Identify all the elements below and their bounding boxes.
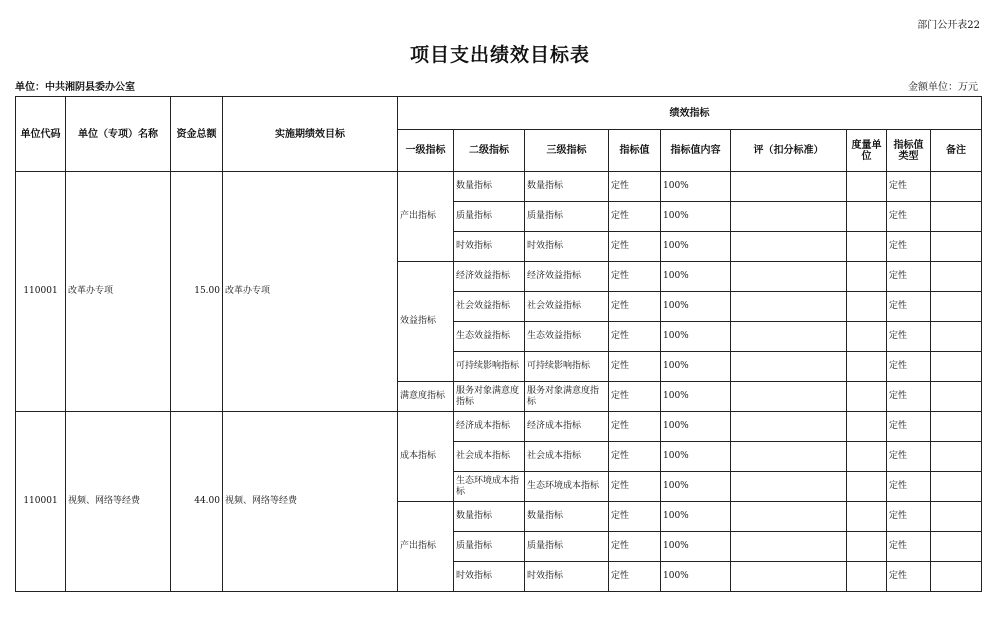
level2-cell: 社会效益指标	[454, 292, 525, 322]
header-unit-name: 单位（专项）名称	[66, 97, 171, 172]
indicator-value-cell: 定性	[609, 262, 661, 292]
value-content-cell: 100%	[661, 262, 731, 292]
level2-cell: 服务对象满意度指标	[454, 382, 525, 412]
notes-cell	[931, 292, 982, 322]
value-type-cell: 定性	[887, 442, 931, 472]
level2-cell: 经济效益指标	[454, 262, 525, 292]
value-content-cell: 100%	[661, 472, 731, 502]
scoring-standard-cell	[731, 322, 847, 352]
unit-name-cell: 视频、网络等经费	[66, 412, 171, 592]
measure-unit-cell	[847, 322, 887, 352]
value-content-cell: 100%	[661, 322, 731, 352]
value-content-cell: 100%	[661, 502, 731, 532]
indicator-value-cell: 定性	[609, 442, 661, 472]
table-row	[16, 412, 982, 442]
level3-cell: 服务对象满意度指标	[525, 382, 609, 412]
header-total-funds: 资金总额	[171, 97, 223, 172]
header-value-type: 指标值类型	[887, 130, 931, 172]
value-type-cell: 定性	[887, 382, 931, 412]
indicator-value-cell: 定性	[609, 172, 661, 202]
notes-cell	[931, 472, 982, 502]
scoring-standard-cell	[731, 412, 847, 442]
value-type-cell: 定性	[887, 472, 931, 502]
measure-unit-cell	[847, 382, 887, 412]
level3-cell: 质量指标	[525, 202, 609, 232]
level3-cell: 数量指标	[525, 502, 609, 532]
indicator-value-cell: 定性	[609, 502, 661, 532]
value-content-cell: 100%	[661, 412, 731, 442]
header-performance-indicators: 绩效指标	[398, 97, 982, 130]
unit-code-cell: 110001	[16, 412, 66, 592]
total-funds-cell: 44.00	[171, 412, 223, 592]
level1-cell: 效益指标	[398, 262, 454, 382]
scoring-standard-cell	[731, 232, 847, 262]
value-content-cell: 100%	[661, 442, 731, 472]
header-notes: 备注	[931, 130, 982, 172]
value-type-cell: 定性	[887, 532, 931, 562]
value-type-cell: 定性	[887, 502, 931, 532]
level3-cell: 社会效益指标	[525, 292, 609, 322]
scoring-standard-cell	[731, 292, 847, 322]
level3-cell: 经济成本指标	[525, 412, 609, 442]
value-type-cell: 定性	[887, 202, 931, 232]
scoring-standard-cell	[731, 562, 847, 592]
performance-table	[15, 96, 982, 592]
notes-cell	[931, 352, 982, 382]
notes-cell	[931, 532, 982, 562]
total-funds-cell: 15.00	[171, 172, 223, 412]
level1-cell: 产出指标	[398, 502, 454, 592]
measure-unit-cell	[847, 262, 887, 292]
value-type-cell: 定性	[887, 232, 931, 262]
header-measure-unit: 度量单位	[847, 130, 887, 172]
value-type-cell: 定性	[887, 412, 931, 442]
notes-cell	[931, 232, 982, 262]
table-row	[16, 172, 982, 202]
scoring-standard-cell	[731, 352, 847, 382]
measure-unit-cell	[847, 352, 887, 382]
level3-cell: 质量指标	[525, 532, 609, 562]
level3-cell: 经济效益指标	[525, 262, 609, 292]
indicator-value-cell: 定性	[609, 472, 661, 502]
level1-cell: 满意度指标	[398, 382, 454, 412]
scoring-standard-cell	[731, 382, 847, 412]
measure-unit-cell	[847, 172, 887, 202]
indicator-value-cell: 定性	[609, 292, 661, 322]
measure-unit-cell	[847, 502, 887, 532]
value-type-cell: 定性	[887, 172, 931, 202]
level3-cell: 生态环境成本指标	[525, 472, 609, 502]
indicator-value-cell: 定性	[609, 352, 661, 382]
level1-cell: 产出指标	[398, 172, 454, 262]
indicator-value-cell: 定性	[609, 322, 661, 352]
form-tag: 部门公开表22	[917, 20, 980, 31]
level3-cell: 社会成本指标	[525, 442, 609, 472]
notes-cell	[931, 562, 982, 592]
indicator-value-cell: 定性	[609, 232, 661, 262]
notes-cell	[931, 382, 982, 412]
value-content-cell: 100%	[661, 532, 731, 562]
level2-cell: 生态效益指标	[454, 322, 525, 352]
measure-unit-cell	[847, 412, 887, 442]
measure-unit-cell	[847, 442, 887, 472]
level3-cell: 数量指标	[525, 172, 609, 202]
indicator-value-cell: 定性	[609, 382, 661, 412]
measure-unit-cell	[847, 292, 887, 322]
goal-cell: 视频、网络等经费	[223, 412, 398, 592]
value-content-cell: 100%	[661, 172, 731, 202]
value-content-cell: 100%	[661, 562, 731, 592]
measure-unit-cell	[847, 232, 887, 262]
unit-name-cell: 改革办专项	[66, 172, 171, 412]
value-content-cell: 100%	[661, 232, 731, 262]
notes-cell	[931, 502, 982, 532]
header-scoring-standard: 评（扣分标准）	[731, 130, 847, 172]
notes-cell	[931, 442, 982, 472]
value-content-cell: 100%	[661, 292, 731, 322]
header-value-content: 指标值内容	[661, 130, 731, 172]
header-level1: 一级指标	[398, 130, 454, 172]
header-level3: 三级指标	[525, 130, 609, 172]
level2-cell: 质量指标	[454, 532, 525, 562]
amount-unit-label: 金额单位：万元	[908, 82, 978, 93]
level2-cell: 数量指标	[454, 172, 525, 202]
measure-unit-cell	[847, 532, 887, 562]
value-type-cell: 定性	[887, 562, 931, 592]
level2-cell: 经济成本指标	[454, 412, 525, 442]
level3-cell: 时效指标	[525, 562, 609, 592]
notes-cell	[931, 262, 982, 292]
header-level2: 二级指标	[454, 130, 525, 172]
value-content-cell: 100%	[661, 352, 731, 382]
goal-cell: 改革办专项	[223, 172, 398, 412]
level3-cell: 生态效益指标	[525, 322, 609, 352]
level3-cell: 时效指标	[525, 232, 609, 262]
value-content-cell: 100%	[661, 382, 731, 412]
indicator-value-cell: 定性	[609, 562, 661, 592]
header-unit-code: 单位代码	[16, 97, 66, 172]
level2-cell: 质量指标	[454, 202, 525, 232]
measure-unit-cell	[847, 472, 887, 502]
scoring-standard-cell	[731, 532, 847, 562]
organization-label: 单位：中共湘阴县委办公室	[15, 82, 135, 93]
scoring-standard-cell	[731, 172, 847, 202]
page-title: 项目支出绩效目标表	[409, 44, 590, 66]
value-type-cell: 定性	[887, 352, 931, 382]
notes-cell	[931, 202, 982, 232]
measure-unit-cell	[847, 562, 887, 592]
level2-cell: 数量指标	[454, 502, 525, 532]
level1-cell: 成本指标	[398, 412, 454, 502]
measure-unit-cell	[847, 202, 887, 232]
value-type-cell: 定性	[887, 322, 931, 352]
level2-cell: 社会成本指标	[454, 442, 525, 472]
notes-cell	[931, 322, 982, 352]
scoring-standard-cell	[731, 262, 847, 292]
scoring-standard-cell	[731, 202, 847, 232]
level2-cell: 可持续影响指标	[454, 352, 525, 382]
scoring-standard-cell	[731, 502, 847, 532]
notes-cell	[931, 172, 982, 202]
level2-cell: 时效指标	[454, 562, 525, 592]
level3-cell: 可持续影响指标	[525, 352, 609, 382]
notes-cell	[931, 412, 982, 442]
scoring-standard-cell	[731, 472, 847, 502]
level2-cell: 生态环境成本指标	[454, 472, 525, 502]
level2-cell: 时效指标	[454, 232, 525, 262]
indicator-value-cell: 定性	[609, 202, 661, 232]
value-type-cell: 定性	[887, 262, 931, 292]
value-type-cell: 定性	[887, 292, 931, 322]
header-indicator-value: 指标值	[609, 130, 661, 172]
header-goal: 实施期绩效目标	[223, 97, 398, 172]
scoring-standard-cell	[731, 442, 847, 472]
value-content-cell: 100%	[661, 202, 731, 232]
indicator-value-cell: 定性	[609, 412, 661, 442]
unit-code-cell: 110001	[16, 172, 66, 412]
indicator-value-cell: 定性	[609, 532, 661, 562]
